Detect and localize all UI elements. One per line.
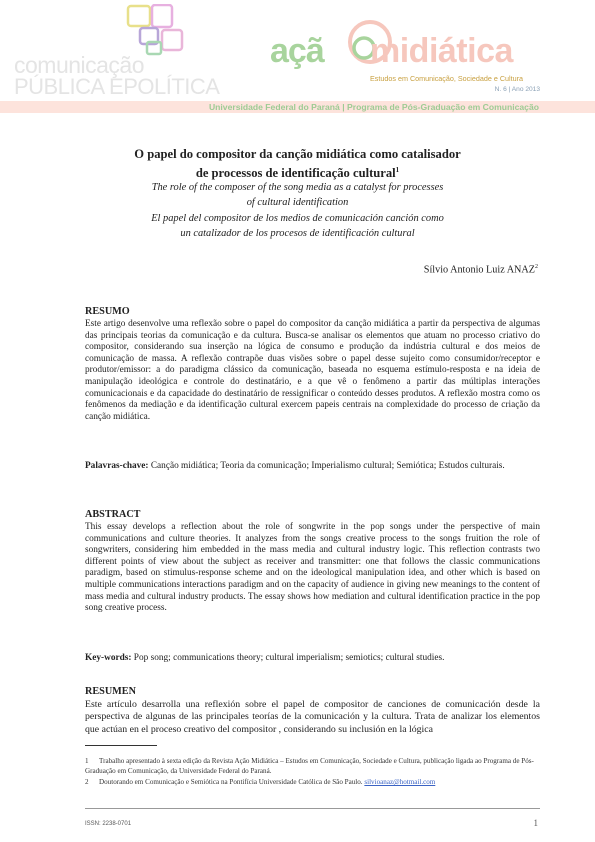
abstract-heading: ABSTRACT xyxy=(85,509,141,520)
institution-bar xyxy=(0,101,595,113)
logo-midiatica: midiática xyxy=(370,32,513,70)
title-es-line-2: un catalizador de los procesos de identificación cultural xyxy=(180,228,415,239)
resumen-text: Este artículo desarrolla una reflexión sobre el papel de compositor de canciones de comunicación desde la perspectiva de algunas de las principales teorías de la comunicación y la cultura. Trata de analizar los elementos que actúan en el proceso creativo del compositor , considerando su inclusión en la lógica xyxy=(85,699,540,735)
title-line-2: de processos de identificação cultural xyxy=(195,166,396,181)
journal-logo-left xyxy=(14,4,244,102)
footnote-1-number: 1 xyxy=(85,757,89,765)
title-en-line-2: of cultural identification xyxy=(246,197,349,208)
keywords xyxy=(85,653,540,665)
page-number: 1 xyxy=(533,818,538,828)
title-line-1: O papel do compositor da canção midiática como catalisador xyxy=(134,147,461,161)
footnote-divider xyxy=(85,745,157,746)
palavras-chave-label: Palavras-chave: xyxy=(85,461,149,471)
author-footnote-ref: 2 xyxy=(535,264,538,270)
author-line xyxy=(424,264,538,275)
keywords-text: Pop song; communications theory; cultural imperialism; semiotics; cultural studies. xyxy=(131,653,445,663)
abstract-text: This essay develops a reflection about the role of songwrite in the pop songs under the perspective of main communications and culture theories. It analyzes from the songs creative process to the songs fruition the role of songwriters, considering him embedded in the mass media and cultural industry logic. This reflection contrasts two different points of view about the subject as receiver and transmitter: one that follows the classic communications paradigm, based on stimulus-response scheme and on the ideological manipulation idea, and other which is based on multiple communications interactions paradigm and on the capacity of audience in giving new meanings to the content of mass media and cultural industry products. The essay shows how mediation and cultural identification practice in the pop song creative process. xyxy=(85,522,540,614)
footnote-2-number: 2 xyxy=(85,778,89,786)
title-footnote-ref: 1 xyxy=(395,166,400,174)
footnote-2-text: Doutorando em Comunicação e Semiótica na Pontifícia Universidade Católica de São Paulo. xyxy=(99,778,365,786)
keywords-label: Key-words: xyxy=(85,653,132,663)
journal-tagline: Estudos em Comunicação, Sociedade e Cultura xyxy=(370,74,524,83)
logo-text-publica: PÚBLICA EPOLÍTICA xyxy=(14,74,220,99)
article-title xyxy=(60,146,535,181)
institution-text: Universidade Federal do Paraná | Programa de Pós-Graduação em Comunicação xyxy=(208,102,539,112)
issn: ISSN: 2238-0701 xyxy=(85,821,132,827)
journal-logo-right xyxy=(270,8,570,103)
footnote-1-text: Trabalho apresentado à sexta edição da Revista Ação Midiática – Estudos em Comunicação, Sociedade e Cultura, publicação ligada ao Programa de Pós-Graduação em Comunicação, da Universidade Federal do Paraná. xyxy=(85,757,534,775)
palavras-chave-text: Canção midiática; Teoria da comunicação; Imperialismo cultural; Semiótica; Estudos culturais. xyxy=(148,461,505,471)
footnote-1 xyxy=(85,757,540,776)
resumo-heading: RESUMO xyxy=(85,306,130,317)
footer-divider xyxy=(85,808,540,809)
title-spanish xyxy=(60,211,535,241)
logo-text-comunicacao: comunicação xyxy=(14,52,145,78)
issue-number: N. 6 | Ano 2013 xyxy=(494,86,540,93)
resumen-heading: RESUMEN xyxy=(85,686,136,697)
logo-acao: açã xyxy=(270,32,324,70)
resumo-text: Este artigo desenvolve uma reflexão sobre o papel do compositor da canção midiática a partir da perspectiva de algumas das principais teorias da comunicação e da cultura. Busca-se analisar os elementos que atuam no processo criativo do compositor, considerando sua inserção na lógica de consumo e produção da indústria cultural e dos meios de comunicação de massa. A reflexão contrapõe duas visões sobre o papel desse sujeito como consumidor/receptor e produtor/emissor: a do paradigma clássico da comunicação, baseada no esquema estímulo-resposta e na ideia de manipulação ideológica e controle do destinatário, e a que vê o fenômeno a partir das múltiplas interações comunicacionais e da capacidade do destinatário de ressignificar o conteúdo desses produtos. A reflexão mostra como os fenômenos da mediação e da identificação cultural exercem papeis centrais na complexidade do processo de criação da canção midiática. xyxy=(85,319,540,422)
footnote-2 xyxy=(85,778,540,788)
author-name: Sílvio Antonio Luiz ANAZ xyxy=(423,264,535,276)
title-en-line-1: The role of the composer of the song media as a catalyst for processes xyxy=(151,182,444,193)
title-english xyxy=(60,180,535,210)
palavras-chave xyxy=(85,461,540,473)
author-email-link[interactable]: silvioanaz@hotmail.com xyxy=(364,778,436,786)
title-es-line-1: El papel del compositor de los medios de comunicación canción como xyxy=(151,213,444,224)
